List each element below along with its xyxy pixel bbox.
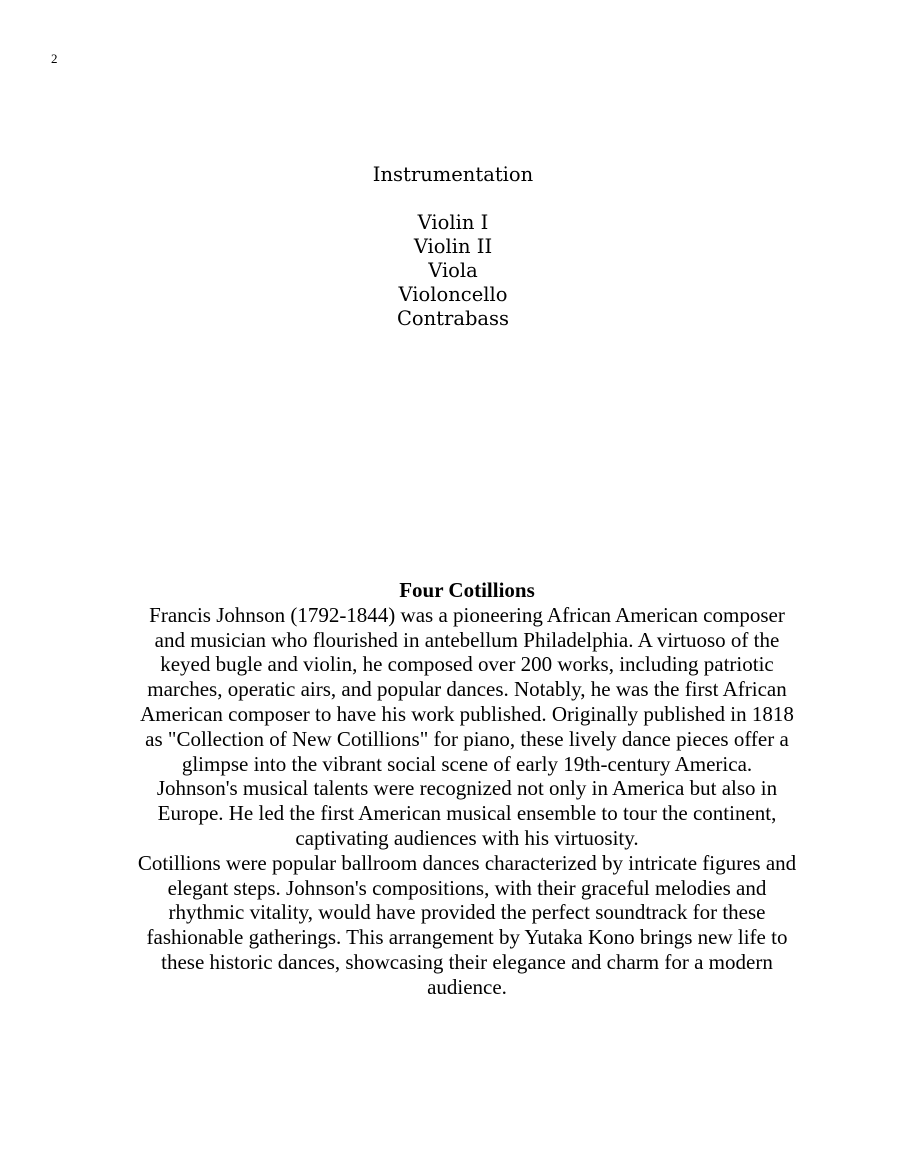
program-notes-paragraph: Francis Johnson (1792-1844) was a pioneering African American composer and musician who flourished in antebellum Philadelphia. A virtuoso of the keyed bugle and violin, he composed over 200 works, including patriotic marches, operatic airs, and popular dances. Notably, he was the first African American composer to have his work published. Originally published in 1818 as "Collection of New Cotillions" for piano, these lively dance pieces offer a glimpse into the vibrant social scene of early 19th-century America. [140,602,794,776]
program-notes-paragraph: Cotillions were popular ballroom dances characterized by intricate figures and elegant steps. Johnson's compositions, with their graceful melodies and rhythmic vitality, would have provided the perfect soundtrack for these fashionable gatherings. This arrangement by Yutaka Kono brings new life to these historic dances, showcasing their elegance and charm for a modern audience. [137,850,797,999]
instrument-item: Violin I [417,211,489,234]
instrument-item: Violin II [413,235,493,258]
page-number: 2 [51,51,58,66]
instrument-item: Viola [428,259,478,282]
instrument-item: Violoncello [398,283,508,306]
instrumentation-heading: Instrumentation [372,163,534,186]
program-notes-title: Four Cotillions [399,578,535,602]
instrumentation-section [0,163,900,331]
instrument-list [0,211,900,331]
instrument-item: Contrabass [396,307,510,330]
program-notes-paragraph: Johnson's musical talents were recognized not only in America but also in Europe. He led the first American musical ensemble to tour the continent, captivating audiences with his virtuosity. [156,776,778,850]
program-notes-section [134,578,800,1000]
